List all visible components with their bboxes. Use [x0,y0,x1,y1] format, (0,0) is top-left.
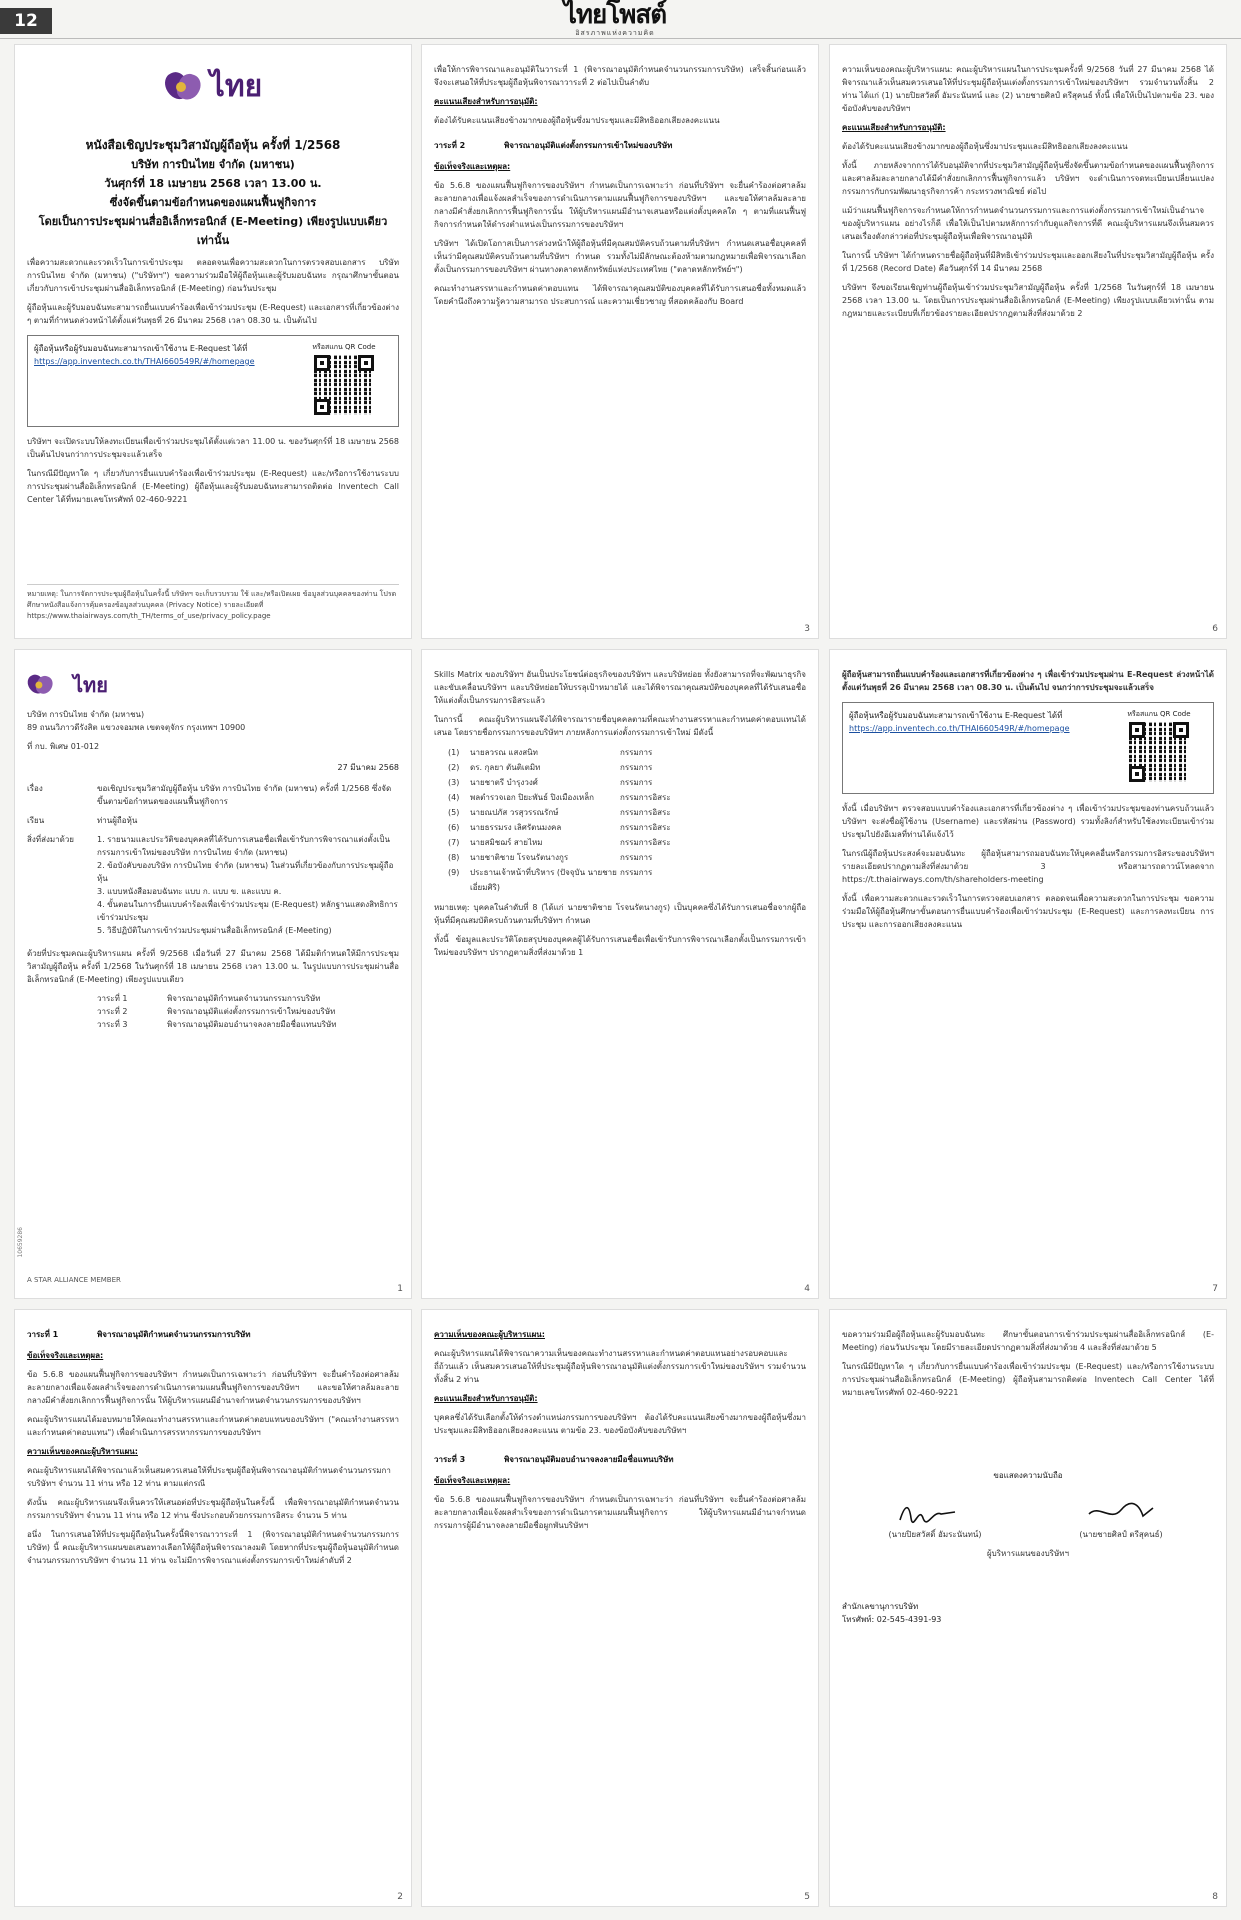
opinion-paragraph: คณะผู้บริหารแผนได้พิจารณาแล้วเห็นสมควรเสนอให้ที่ประชุมผู้ถือหุ้นพิจารณาอนุมัติกำหนดจำนวนกรรมการบริษัทฯ จำนวน 11 ท่าน หรือ 12 ท่าน ตามแต่กรณี [27,1466,391,1488]
director-row [448,745,806,760]
qr-code-icon[interactable] [1129,722,1189,782]
director-name: ประธานเจ้าหน้าที่บริหาร (ปัจจุบัน นายชาย เอี่ยมศิริ) [470,868,617,892]
credentials-paragraph: ทั้งนี้ เมื่อบริษัทฯ ตรวจสอบแบบคำร้องและเอกสารที่เกี่ยวข้องต่าง ๆ เพื่อเข้าร่วมประชุมของท่านครบถ้วนแล้ว บริษัทฯ จะส่งชื่อผู้ใช้งาน (Username) และรหัสผ่าน (Password) รวมทั้งลิงก์สำหรับใช้ลงทะเบียนเข้าร่วมประชุมไปยังอีเมลที่ท่านได้แจ้งไว้ [842,804,1214,839]
convenience-paragraph: ทั้งนี้ เพื่อความสะดวกและรวดเร็วในการตรวจสอบเอกสาร ตลอดจนเพื่อความสะดวกในการประชุม ขอความร่วมมือให้ผู้ถือหุ้นศึกษาขั้นตอนการยื่นแบบคำร้องเพื่อเข้าร่วมประชุม (E-Request) และการลงทะเบียน การประชุม และการออกเสียงลงคะแนน [842,894,1214,929]
logo-text: ไทย [209,69,263,104]
notice-cell-7 [14,1309,412,1907]
director-position: กรรมการอิสระ [620,808,671,817]
director-name: นายชาติชาย โรจนรัตนางกูร [470,853,569,862]
facts-paragraph: ข้อ 5.6.8 ของแผนฟื้นฟูกิจการของบริษัทฯ กำหนดเป็นการเฉพาะว่า ก่อนที่บริษัทฯ จะยื่นคำร้องต่อศาลล้มละลายกลางเพื่อแจ้งผลสำเร็จของการดำเนินการตามแผนฟื้นฟูกิจการของบริษัทฯ และขอให้ศาลล้มละลายกลางมีคำสั่งยกเลิกการฟื้นฟูกิจการนั้น ให้ผู้บริหารแผนมีอำนาจกำหนดจำนวนกรรมการของบริษัทฯ [27,1370,399,1405]
agenda-order-paragraph: เพื่อให้การพิจารณาและอนุมัติในวาระที่ 1 (พิจารณาอนุมัติกำหนดจำนวนกรรมการบริษัท) เสร็จสิ้นก่อนแล้ว จึงจะเสนอให้ที่ประชุมผู้ถือหุ้นพิจารณาวาระที่ 2 ต่อไปเป็นลำดับ [434,65,806,87]
reference-number: ที่ กบ. พิเศษ 01-012 [27,742,100,751]
director-name: นายสมิชฌร์ สายไหม [470,838,543,847]
letter-date: 27 มีนาคม 2568 [337,763,399,772]
director-number: (9) [448,868,460,877]
agenda-title: พิจารณาอนุมัติกำหนดจำนวนกรรมการบริษัท [97,1330,251,1339]
notice-cell-9 [829,1309,1227,1907]
alternative-paragraph: อนึ่ง ในการเสนอให้ที่ประชุมผู้ถือหุ้นในครั้งนี้พิจารณาวาระที่ 1 (พิจารณาอนุมัติกำหนดจำนวนกรรมการบริษัท) นี้ คณะผู้บริหารแผนขอเสนอทางเลือกให้ผู้ถือหุ้นพิจารณาลงมติ โดยหากที่ประชุมผู้ถือหุ้นอนุมัติกำหนดจำนวนกรรมการบริษัทฯ จำนวน 11 ท่าน จะไม่มีการพิจารณาแต่งตั้งกรรมการเข้าใหม่ลำดับที่ 2 [27,1530,399,1565]
notice-cell-8 [421,1309,819,1907]
cell-number: 7 [1212,1284,1218,1294]
office-phone: โทรศัพท์: 02-545-4391-93 [842,1615,942,1624]
cell-number: 3 [804,624,810,634]
directors-intro: ในการนี้ คณะผู้บริหารแผนจึงได้พิจารณารายชื่อบุคคลตามที่คณะทำงานสรรหาและกำหนดค่าตอบแทนได้เสนอ โดยรายชื่อกรรมการของบริษัทฯ ภายหลังการแต่งตั้งกรรมการเข้าใหม่ มีดังนี้ [434,715,806,737]
agenda-title: พิจารณาอนุมัติแต่งตั้งกรรมการเข้าใหม่ของบริษัท [504,141,673,150]
director-note: หมายเหตุ: บุคคลในลำดับที่ 8 (ได้แก่ นายชาติชาย โรจนรัตนางกูร) เป็นบุคคลซึ่งได้รับการเสนอชื่อจากผู้ถือหุ้นที่มีคุณสมบัติครบถ้วนตามที่บริษัทฯ กำหนด [434,903,806,925]
cell-number: 5 [804,1892,810,1902]
agenda-2-row [434,133,806,154]
director-number: (4) [448,793,460,802]
facts-heading: ข้อเท็จจริงและเหตุผล: [27,1351,104,1360]
agenda-1-row: วาระที่ 1 พิจารณาอนุมัติกำหนดจำนวนกรรมการบริษัท [97,994,321,1003]
director-position: กรรมการอิสระ [620,793,671,802]
cell-number: 2 [397,1892,403,1902]
support-paragraph: ในกรณีมีปัญหาใด ๆ เกี่ยวกับการยื่นแบบคำร้องเพื่อเข้าร่วมประชุม (E-Request) และ/หรือการใช้งานระบบการประชุมผ่านสื่ออิเล็กทรอนิกส์ (E-Meeting) ผู้ถือหุ้นสามารถติดต่อ Inventech Call Center ได้ที่หมายเลขโทรศัพท์ 02-460-9221 [842,1362,1214,1397]
facts-heading: ข้อเท็จจริงและเหตุผล: [434,1476,511,1485]
vote-heading: คะแนนเสียงสำหรับการอนุมัติ: [842,123,946,132]
enclosure-4: 4. ขั้นตอนในการยื่นแบบคำร้องเพื่อเข้าร่วมประชุม (E-Request) หลักฐานแสดงสิทธิการเข้าร่วมประชุม [97,900,398,922]
director-number: (6) [448,823,460,832]
governance-paragraph: แม้ว่าแผนฟื้นฟูกิจการจะกำหนดให้การกำหนดจำนวนกรรมการและการแต่งตั้งกรรมการเข้าใหม่เป็นอำนาจของผู้บริหารแผน อย่างไรก็ดี เพื่อให้เป็นไปตามหลักการกำกับดูแลกิจการที่ดี คณะผู้บริหารแผนจึงเห็นสมควรเสนอเรื่องดังกล่าวต่อที่ประชุมผู้ถือหุ้นเพื่อพิจารณาอนุมัติ [842,206,1214,241]
skills-paragraph: Skills Matrix ของบริษัทฯ อันเป็นประโยชน์ต่อธุรกิจของบริษัทฯ และบริษัทย่อย ทั้งยังสามารถที่จะพัฒนาธุรกิจ และขับเคลื่อนบริษัทฯ และบริษัทย่อยให้บรรลุเป้าหมายได้ และได้พิจารณาคุณสมบัติของบุคคลที่ได้รับเสนอชื่อให้แต่งตั้งเป็นกรรมการอิสระแล้ว [434,670,806,705]
director-number: (8) [448,853,460,862]
agenda-2-row: วาระที่ 2 พิจารณาอนุมัติแต่งตั้งกรรมการเข้าใหม่ของบริษัท [97,1007,336,1016]
director-name: นายชาตรี บำรุงวงศ์ [470,778,538,787]
enclosure-5: 5. วิธีปฏิบัติในการเข้าร่วมประชุมผ่านสื่ออิเล็กทรอนิกส์ (E-Meeting) [97,926,332,935]
facts-paragraph: ข้อ 5.6.8 ของแผนฟื้นฟูกิจการของบริษัทฯ กำหนดเป็นการเฉพาะว่า ก่อนที่บริษัทฯ จะยื่นคำร้องต่อศาลล้มละลายกลางเพื่อแจ้งผลสำเร็จของการดำเนินการตามแผนฟื้นฟูกิจการ ให้ผู้บริหารแผนมีอำนาจกำหนดกรรมการผู้มีอำนาจลงลายมือชื่อผูกพันบริษัทฯ [434,1495,806,1530]
resolution-paragraph: ด้วยที่ประชุมคณะผู้บริหารแผน ครั้งที่ 9/2568 เมื่อวันที่ 27 มีนาคม 2568 ได้มีมติกำหนดให้มีการประชุมวิสามัญผู้ถือหุ้น ครั้งที่ 1/2568 ในวันศุกร์ที่ 18 เมษายน 2568 เวลา 13.00 น. ในรูปแบบการประชุมผ่านสื่ออิเล็กทรอนิกส์ (E-Meeting) เพียงรูปแบบเดียว [27,949,399,984]
agenda-label: วาระที่ 2 [434,141,466,150]
director-row [448,850,806,865]
director-position: กรรมการอิสระ [620,823,671,832]
director-row [448,865,806,895]
signature-block [842,1500,1214,1541]
enclosure-3: 3. แบบหนังสือมอบฉันทะ แบบ ก. แบบ ข. และแบบ ค. [97,887,282,896]
page-number: 12 [0,8,52,34]
invitation-title: หนังสือเชิญประชุมวิสามัญผู้ถือหุ้น ครั้งที่ 1/2568 [85,138,341,152]
office-info [842,1600,1214,1626]
director-name: ดร. กุลยา ตันติเตมิท [470,763,541,772]
invitation-paragraph: บริษัทฯ จึงขอเรียนเชิญท่านผู้ถือหุ้นเข้าร่วมประชุมวิสามัญผู้ถือหุ้น ครั้งที่ 1/2568 ในวันศุกร์ที่ 18 เมษายน 2568 เวลา 13.00 น. โดยเป็นการประชุมผ่านสื่ออิเล็กทรอนิกส์ (E-Meeting) เพียงรูปแบบเดียวเท่านั้น ตามกฎหมายและระเบียบที่เกี่ยวข้องรายละเอียดปรากฏตามสิ่งที่ส่งมาด้วย 2 [842,283,1214,318]
director-number: (2) [448,763,460,772]
star-alliance-label: A STAR ALLIANCE MEMBER [27,1276,121,1284]
e-request-link[interactable]: https://app.inventech.co.th/THAI660549R/#/homepage [849,724,1070,733]
board-size-paragraph: ดังนั้น คณะผู้บริหารแผนจึงเห็นควรให้เสนอต่อที่ประชุมผู้ถือหุ้นในครั้งนี้ เพื่อพิจารณาอนุมัติกำหนดจำนวนกรรมการบริษัทฯ จำนวน 11 ท่าน หรือ 12 ท่าน ซึ่งประกอบด้วยกรรมการอิสระ จำนวน 5 ท่าน [27,1498,399,1520]
director-position: กรรมการอิสระ [620,838,671,847]
signature-1-icon [895,1500,975,1526]
privacy-footnote: หมายเหตุ: ในการจัดการประชุมผู้ถือหุ้นในครั้งนี้ บริษัทฯ จะเก็บรวบรวม ใช้ และ/หรือเปิดเผย ข้อมูลส่วนบุคคลของท่าน โปรดศึกษาหนังสือแจ้งการคุ้มครองข้อมูลส่วนบุคคล (Privacy Notice) รายละเอียดที่ https://www.thaiairways.com/th_TH/terms_of_use/privacy_policy.page [27,584,399,622]
agenda-label: วาระที่ 1 [27,1330,59,1339]
director-row [448,805,806,820]
masthead [540,0,690,37]
agenda-label: วาระที่ 3 [434,1455,466,1464]
thai-logo [27,668,399,702]
qr-code-icon[interactable] [314,355,374,415]
company-name: บริษัท การบินไทย จำกัด (มหาชน) [27,710,145,719]
agenda-3-row: วาระที่ 3 พิจารณาอนุมัติมอบอำนาจลงลายมือชื่อแทนบริษัท [97,1020,337,1029]
enclosure-row [27,833,399,937]
vote-text: ต้องได้รับคะแนนเสียงข้างมากของผู้ถือหุ้นซึ่งมาประชุมและมีสิทธิออกเสียงลงคะแนน [842,142,1128,151]
notice-cell-6 [829,649,1227,1299]
support-paragraph: ในกรณีมีปัญหาใด ๆ เกี่ยวกับการยื่นแบบคำร้องเพื่อเข้าร่วมประชุม (E-Request) และ/หรือการใช้งานระบบการประชุมผ่านสื่ออิเล็กทรอนิกส์ (E-Meeting) ผู้ถือหุ้นและผู้รับมอบฉันทะสามารถติดต่อ Inventech Call Center ได้ที่หมายเลขโทรศัพท์ 02-460-9221 [27,469,399,504]
cell-number: 4 [804,1284,810,1294]
director-position: กรรมการ [620,868,653,877]
cell-number: 8 [1212,1892,1218,1902]
director-number: (5) [448,808,460,817]
record-date-paragraph: ในการนี้ บริษัทฯ ได้กำหนดรายชื่อผู้ถือหุ้นที่มีสิทธิเข้าร่วมประชุมและออกเสียงในที่ประชุมวิสามัญผู้ถือหุ้น ครั้งที่ 1/2568 (Record Date) คือวันศุกร์ที่ 14 มีนาคม 2568 [842,251,1214,273]
director-name: นายธรรมรง เลิศรัตนมงคล [470,823,562,832]
procedure-paragraph: ขอความร่วมมือผู้ถือหุ้นและผู้รับมอบฉันทะ ศึกษาขั้นตอนการเข้าร่วมประชุมผ่านสื่ออิเล็กทรอนิกส์ (E-Meeting) ก่อนวันประชุม โดยมีรายละเอียดปรากฏตามสิ่งที่ส่งมาด้วย 4 และสิ่งที่ส่งมาด้วย 5 [842,1330,1214,1352]
top-bar [0,0,1241,39]
director-position: กรรมการ [620,853,653,862]
meeting-format: โดยเป็นการประชุมผ่านสื่ออิเล็กทรอนิกส์ (E-Meeting) เพียงรูปแบบเดียวเท่านั้น [38,215,388,247]
thai-logo [15,63,411,110]
enclosure-1: 1. รายนามและประวัติของบุคคลที่ได้รับการเสนอชื่อเพื่อเข้ารับการพิจารณาแต่งตั้งเป็นกรรมการเข้าใหม่ของบริษัท การบินไทย จำกัด (มหาชน) [97,835,390,857]
address: 89 ถนนวิภาวดีรังสิต แขวงจอมพล เขตจตุจักร กรุงเทพฯ 10900 [27,723,246,732]
e-request-link[interactable]: https://app.inventech.co.th/THAI660549R/#/homepage [34,357,255,366]
facts-paragraph: ข้อ 5.6.8 ของแผนฟื้นฟูกิจการของบริษัทฯ กำหนดเป็นการเฉพาะว่า ก่อนที่บริษัทฯ จะยื่นคำร้องต่อศาลล้มละลายกลางเพื่อแจ้งผลสำเร็จของการดำเนินการตามแผนฟื้นฟูกิจการของบริษัทฯ และขอให้ศาลล้มละลายกลางมีคำสั่งยกเลิกการฟื้นฟูกิจการนั้น ให้ผู้บริหารแผนมีอำนาจเสนอหรือแต่งตั้งบุคคลใด ๆ ตามที่แผนฟื้นฟูกิจการกำหนดให้ดำรงตำแหน่งเป็นกรรมการของบริษัทฯ [434,181,806,229]
company-name: บริษัท การบินไทย จำกัด (มหาชน) [131,158,295,171]
director-list [448,745,806,895]
orchid-logo-icon [27,673,55,697]
vote-paragraph: บุคคลซึ่งได้รับเลือกตั้งให้ดำรงตำแหน่งกรรมการของบริษัทฯ ต้องได้รับคะแนนเสียงข้างมากของผู้ถือหุ้นซึ่งมาประชุมและมีสิทธิออกเสียงลงคะแนน ตามข้อ 23. ของข้อบังคับของบริษัทฯ [434,1413,806,1435]
vote-heading: คะแนนเสียงสำหรับการอนุมัติ: [434,1394,538,1403]
agenda-title: พิจารณาอนุมัติมอบอำนาจลงลายมือชื่อแทนบริษัท [504,1455,674,1464]
qr-label: หรือสแกน QR Code [312,343,376,351]
profile-paragraph: ทั้งนี้ ข้อมูลและประวัติโดยสรุปของบุคคลผู้ได้รับการเสนอชื่อเพื่อเข้ารับการพิจารณาเลือกตั้งเป็นกรรมการเข้าใหม่ของบริษัทฯ ปรากฏตามสิ่งที่ส่งมาด้วย 1 [434,935,806,957]
director-name: นายลวรณ แสงสนิท [470,748,538,757]
notice-grid [14,44,1227,1908]
signature-2-icon [1081,1500,1161,1526]
director-position: กรรมการ [620,748,653,757]
notice-cell-4 [14,649,412,1299]
notice-cell-5 [421,649,819,1299]
meeting-basis: ซึ่งจัดขึ้นตามข้อกำหนดของแผนฟื้นฟูกิจการ [109,196,317,209]
vote-heading: คะแนนเสียงสำหรับการอนุมัติ: [434,97,538,106]
closing-salutation: ขอแสดงความนับถือ [993,1471,1063,1480]
director-name: นายณปภัส วรสุวรรณรักษ์ [470,808,559,817]
director-number: (7) [448,838,460,847]
notice-cell-3 [829,44,1227,639]
to-row [27,814,399,827]
signer-1-name: (นายปิยสวัสดิ์ อัมระนันทน์) [888,1530,982,1539]
notice-cell-1 [14,44,412,639]
director-row [448,760,806,775]
director-number: (3) [448,778,460,787]
board-opinion-paragraph: ความเห็นของคณะผู้บริหารแผน: คณะผู้บริหารแผนในการประชุมครั้งที่ 9/2568 วันที่ 27 มีนาคม 2568 ได้พิจารณาแล้วเห็นสมควรเสนอให้ที่ประชุมผู้ถือหุ้นแต่งตั้งกรรมการเข้าใหม่ของบริษัทฯ รวมจำนวนทั้งสิ้น 2 ท่าน ได้แก่ (1) นายปิยสวัสดิ์ อัมระนันทน์ และ (2) นายชายศิลป์ ตรีสุคนธ์ ทั้งนี้ เพื่อให้เป็นไปตามข้อ 23. ของข้อบังคับของบริษัทฯ [842,65,1214,113]
director-position: กรรมการ [620,778,653,787]
director-row [448,775,806,790]
e-request-text: ผู้ถือหุ้นหรือผู้รับมอบฉันทะสามารถเข้าใช้งาน E-Request ได้ที่ [34,344,248,353]
registration-paragraph: ทั้งนี้ ภายหลังจากการได้รับอนุมัติจากที่ประชุมวิสามัญผู้ถือหุ้นซึ่งจัดขึ้นตามข้อกำหนดของแผนฟื้นฟูกิจการ และศาลล้มละลายกลางได้มีคำสั่งยกเลิกการฟื้นฟูกิจการแล้ว บริษัทฯ จะดำเนินการจดทะเบียนเปลี่ยนแปลงกรรมการกับกรมพัฒนาธุรกิจการค้า กระทรวงพาณิชย์ ต่อไป [842,161,1214,196]
director-row [448,790,806,805]
enclosure-key: สิ่งที่ส่งมาด้วย [27,835,74,844]
nomination-paragraph: บริษัทฯ ได้เปิดโอกาสเป็นการล่วงหน้าให้ผู้ถือหุ้นที่มีคุณสมบัติครบถ้วนตามที่บริษัทฯ กำหนดเสนอชื่อบุคคลที่เห็นว่ามีคุณสมบัติครบถ้วนตามที่บริษัทฯ กำหนด รวมทั้งไม่มีลักษณะต้องห้ามตามกฎหมายเพื่อพิจารณาเลือกตั้งเป็นกรรมการของบริษัทฯ ผ่านทางตลาดหลักทรัพย์แห่งประเทศไทย ("ตลาดหลักทรัพย์ฯ") [434,239,806,274]
director-number: (1) [448,748,460,757]
qr-label: หรือสแกน QR Code [1127,710,1191,718]
intro-paragraph: เพื่อความสะดวกและรวดเร็วในการเข้าประชุม ตลอดจนเพื่อความสะดวกในการตรวจสอบเอกสาร บริษัท การบินไทย จำกัด (มหาชน) ("บริษัทฯ") ขอความร่วมมือให้ผู้ถือหุ้นและผู้รับมอบฉันทะ กรุณาศึกษาขั้นตอนเกี่ยวกับการเข้าประชุมผ่านสื่ออิเล็กทรอนิกส์ (E-Meeting) ก่อนวันประชุม [27,258,399,293]
facts-heading: ข้อเท็จจริงและเหตุผล: [434,162,511,171]
director-row [448,835,806,850]
opinion-heading: ความเห็นของคณะผู้บริหารแผน: [434,1330,545,1339]
side-code: 10659286 [17,1227,24,1258]
request-paragraph: ผู้ถือหุ้นและผู้รับมอบฉันทะสามารถยื่นแบบคำร้องเพื่อเข้าร่วมประชุม (E-Request) และเอกสารที่เกี่ยวข้องต่าง ๆ ตามที่กำหนดล่วงหน้าได้ตั้งแต่วันพุธที่ 26 มีนาคม 2568 เวลา 08.30 น. เป็นต้นไป [27,303,399,325]
cell-number: 1 [397,1284,403,1294]
opinion-heading: ความเห็นของคณะผู้บริหารแผน: [27,1447,138,1456]
office-name: สำนักเลขานุการบริษัท [842,1602,919,1611]
meeting-date: วันศุกร์ที่ 18 เมษายน 2568 เวลา 13.00 น. [104,177,322,190]
masthead-subtitle: อิสรภาพแห่งความคิด [575,29,655,37]
subject-text: ขอเชิญประชุมวิสามัญผู้ถือหุ้น บริษัท การบินไทย จำกัด (มหาชน) ครั้งที่ 1/2568 ซึ่งจัดขึ้นตามข้อกำหนดของแผนฟื้นฟูกิจการ [97,784,392,806]
director-row [448,820,806,835]
nomination-committee-paragraph: คณะผู้บริหารแผนได้มอบหมายให้คณะทำงานสรรหาและกำหนดค่าตอบแทนของบริษัทฯ ("คณะทำงานสรรหาและกำหนดค่าตอบแทน") เพื่อดำเนินการสรรหากรรมการของบริษัทฯ [27,1415,399,1437]
e-request-paragraph: ผู้ถือหุ้นสามารถยื่นแบบคำร้องและเอกสารที่เกี่ยวข้องต่าง ๆ เพื่อเข้าร่วมประชุมผ่าน E-Request ล่วงหน้าได้ตั้งแต่วันพุธที่ 26 มีนาคม 2568 เวลา 08.30 น. เป็นต้นไป จนกว่าการประชุมจะแล้วเสร็จ [842,670,1214,692]
vote-text: ต้องได้รับคะแนนเสียงข้างมากของผู้ถือหุ้นซึ่งมาประชุมและมีสิทธิออกเสียงลงคะแนน [434,116,720,125]
logo-text: ไทย [73,673,108,697]
opinion-paragraph: คณะผู้บริหารแผนได้พิจารณาความเห็นของคณะทำงานสรรหาและกำหนดค่าตอบแทนอย่างรอบคอบและถี่ถ้วนแล้ว เห็นสมควรเสนอให้ที่ประชุมผู้ถือหุ้นพิจารณาอนุมัติแต่งตั้งกรรมการเข้าใหม่ของบริษัทฯ รวมจำนวนทั้งสิ้น 2 ท่าน [434,1349,806,1384]
to-text: ท่านผู้ถือหุ้น [97,816,138,825]
director-name: พลตำรวจเอก ปิยะพันธ์ ปิงเมืองเหล็ก [470,793,594,802]
subject-key: เรื่อง [27,784,43,793]
proxy-paragraph: ในกรณีผู้ถือหุ้นประสงค์จะมอบฉันทะ ผู้ถือหุ้นสามารถมอบฉันทะให้บุคคลอื่นหรือกรรมการอิสระของบริษัทฯ รายละเอียดปรากฏตามสิ่งที่ส่งมาด้วย 3 หรือสามารถดาวน์โหลดจาก https://t.thaiairways.com/th/shareholders-meeting [842,849,1214,884]
registration-paragraph: บริษัทฯ จะเปิดระบบให้ลงทะเบียนเพื่อเข้าร่วมประชุมได้ตั้งแต่เวลา 11.00 น. ของวันศุกร์ที่ 18 เมษายน 2568 เป็นต้นไปจนกว่าการประชุมจะแล้วเสร็จ [27,437,399,459]
orchid-logo-icon [164,70,204,104]
notice-cell-2 [421,44,819,639]
signer-2-name: (นายชายศิลป์ ตรีสุคนธ์) [1079,1530,1163,1539]
agenda-3-row [434,1447,806,1468]
director-position: กรรมการ [620,763,653,772]
e-request-text: ผู้ถือหุ้นหรือผู้รับมอบฉันทะสามารถเข้าใช้งาน E-Request ได้ที่ [849,711,1063,720]
e-request-box [27,335,399,427]
committee-paragraph: คณะทำงานสรรหาและกำหนดค่าตอบแทน ได้พิจารณาคุณสมบัติของบุคคลที่ได้รับการเสนอชื่อทั้งหมดแล้ว โดยคำนึงถึงความรู้ความสามารถ ประสบการณ์ และความเชี่ยวชาญ ที่สอดคล้องกับ Board [434,284,806,306]
subject-row [27,782,399,808]
signer-role: ผู้บริหารแผนของบริษัทฯ [986,1549,1070,1558]
agenda-1-row [27,1322,399,1343]
cell-number: 6 [1212,624,1218,634]
company-address [27,708,399,734]
masthead-title: ไทยโพสต์ [563,0,667,30]
to-key: เรียน [27,816,45,825]
enclosure-2: 2. ข้อบังคับของบริษัท การบินไทย จำกัด (มหาชน) ในส่วนที่เกี่ยวข้องกับการประชุมผู้ถือหุ้น [97,861,394,883]
e-request-box [842,702,1214,794]
